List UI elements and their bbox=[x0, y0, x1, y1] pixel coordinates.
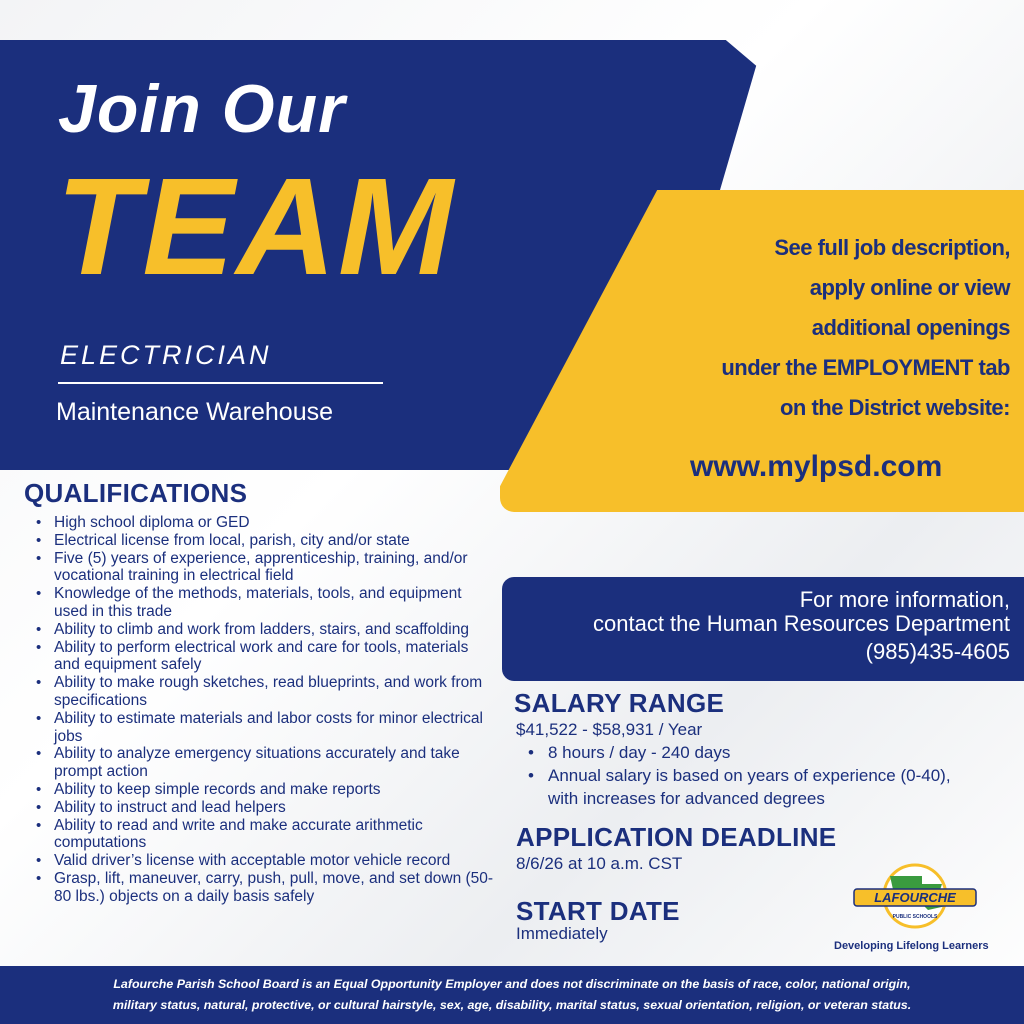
divider bbox=[58, 382, 383, 384]
salary-range: $41,522 - $58,931 / Year bbox=[516, 720, 703, 739]
apply-line: additional openings bbox=[811, 315, 1010, 340]
list-item: • Valid driver’s license with acceptable motor vehicle record bbox=[34, 852, 496, 870]
list-item: • Ability to read and write and make accurate arithmetic computations bbox=[34, 817, 496, 853]
salary-heading: SALARY RANGE bbox=[514, 688, 725, 718]
headline-team: TEAM bbox=[56, 150, 455, 304]
list-item: • Annual salary is based on years of experience (0-40), with increases for advanced degrees bbox=[528, 764, 968, 810]
list-item: • Ability to make rough sketches, read blueprints, and work from specifications bbox=[34, 674, 496, 710]
list-item: • Ability to perform electrical work and care for tools, materials and equipment safely bbox=[34, 639, 496, 675]
footer bbox=[0, 966, 1024, 1024]
list-item: • Five (5) years of experience, apprenticeship, training, and/or vocational training in electrical field bbox=[34, 550, 496, 586]
list-item: • Grasp, lift, maneuver, carry, push, pull, move, and set down (50-80 lbs.) objects on a daily basis safely bbox=[34, 870, 496, 906]
list-item: • High school diploma or GED bbox=[34, 514, 496, 532]
list-item: • Ability to estimate materials and labor costs for minor electrical jobs bbox=[34, 710, 496, 746]
headline-join-our: Join Our bbox=[58, 71, 346, 147]
list-item: • Ability to instruct and lead helpers bbox=[34, 799, 496, 817]
lafourche-logo bbox=[850, 862, 980, 930]
apply-line: under the EMPLOYMENT tab bbox=[721, 355, 1010, 380]
contact-line-1: For more information, bbox=[799, 587, 1010, 612]
footer-line-1: Lafourche Parish School Board is an Equal Opportunity Employer and does not discriminate on the basis of race, color, national origin, bbox=[113, 977, 911, 991]
contact-box bbox=[502, 577, 1024, 681]
start-date-heading: START DATE bbox=[516, 896, 680, 926]
job-title: ELECTRICIAN bbox=[60, 340, 272, 370]
deadline-heading: APPLICATION DEADLINE bbox=[516, 822, 837, 852]
list-item: • Ability to keep simple records and make reports bbox=[34, 781, 496, 799]
footer-line-2: military status, natural, protective, or cultural hairstyle, sex, age, disability, marital status, sexual orientation, religion, or veteran status. bbox=[112, 998, 912, 1012]
deadline-value: 8/6/26 at 10 a.m. CST bbox=[516, 854, 683, 873]
salary-details bbox=[528, 741, 968, 810]
qualifications-heading: QUALIFICATIONS bbox=[24, 478, 248, 508]
list-item: • Knowledge of the methods, materials, tools, and equipment used in this trade bbox=[34, 585, 496, 621]
logo-tagline: Developing Lifelong Learners bbox=[834, 940, 989, 952]
apply-instructions bbox=[590, 228, 1010, 428]
logo-sub: PUBLIC SCHOOLS bbox=[892, 914, 938, 920]
apply-line: on the District website: bbox=[779, 395, 1010, 420]
job-department: Maintenance Warehouse bbox=[56, 398, 334, 426]
list-item: • Ability to analyze emergency situations accurately and take prompt action bbox=[34, 745, 496, 781]
list-item: • 8 hours / day - 240 days bbox=[528, 741, 968, 764]
website-link[interactable]: www.mylpsd.com bbox=[690, 450, 943, 483]
start-date-value: Immediately bbox=[516, 924, 608, 943]
contact-phone: (985)435-4605 bbox=[865, 639, 1010, 664]
list-item: • Ability to climb and work from ladders, stairs, and scaffolding bbox=[34, 621, 496, 639]
apply-line: See full job description, bbox=[774, 235, 1010, 260]
contact-line-2: contact the Human Resources Department bbox=[593, 611, 1010, 636]
logo-name: LAFOURCHE bbox=[874, 890, 956, 905]
qualifications-list bbox=[34, 514, 496, 906]
list-item: • Electrical license from local, parish, city and/or state bbox=[34, 532, 496, 550]
apply-line: apply online or view bbox=[809, 275, 1010, 300]
